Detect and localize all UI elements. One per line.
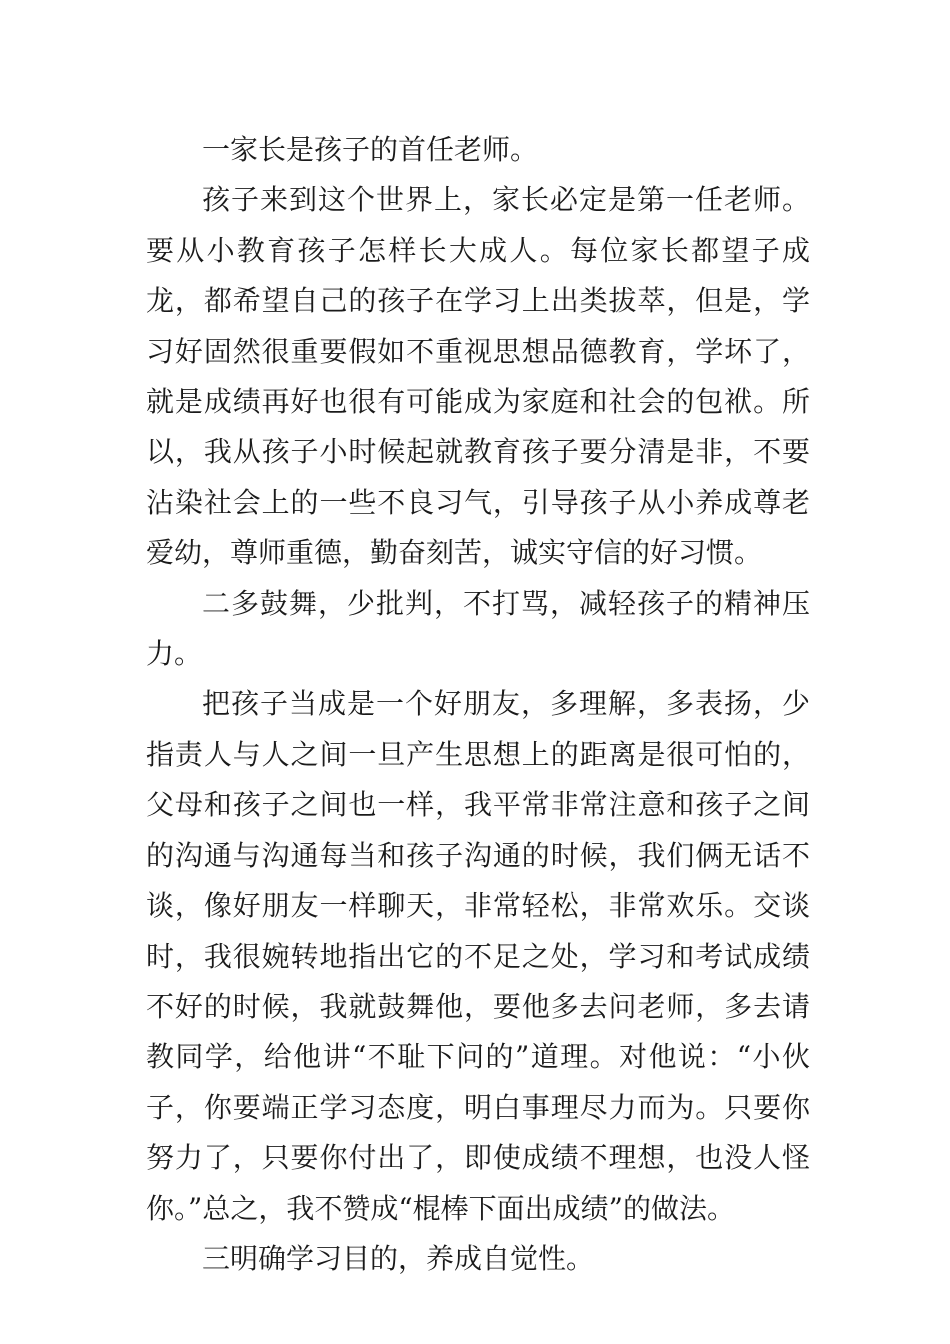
paragraph-heading-2: 二多鼓舞，少批判，不打骂，减轻孩子的精神压力。: [146, 586, 810, 671]
paragraph-heading-1: 一家长是孩子的首任老师。: [202, 133, 539, 166]
paragraph-heading-3: 三明确学习目的，养成自觉性。: [202, 1241, 595, 1275]
paragraph-body-1: 孩子来到这个世界上，家长必定是第一任老师。要从小教育孩子怎样长大成人。每位家长都望子成龙，都希望自己的孩子在学习上出类拔萃，但是，学习好固然很重要假如不重视思想品德教育，学坏了，就是成绩再好也很有可能成为家庭和社会的包袱。所以，我从孩子小时候起就教育孩子要分清是非，不要沾染社会上的一些不良习气，引导孩子从小养成尊老爱幼，尊师重德，勤奋刻苦，诚实守信的好习惯。: [146, 183, 810, 570]
paragraph-body-2: 把孩子当成是一个好朋友，多理解，多表扬，少指责人与人之间一旦产生思想上的距离是很可怕的，父母和孩子之间也一样，我平常非常注意和孩子之间的沟通与沟通每当和孩子沟通的时候，我们俩无话不谈，像好朋友一样聊天，非常轻松，非常欢乐。交谈时，我很婉转地指出它的不足之处，学习和考试成绩不好的时候，我就鼓舞他，要他多去问老师，多去请教同学，给他讲“不耻下问的”道理。对他说：“小伙子，你要端正学习态度，明白事理尽力而为。只要你努力了，只要你付出了，即使成绩不理想，也没人怪你。”总之，我不赞成“棍棒下面出成绩”的做法。: [146, 687, 810, 1225]
document-body: [146, 125, 810, 1284]
